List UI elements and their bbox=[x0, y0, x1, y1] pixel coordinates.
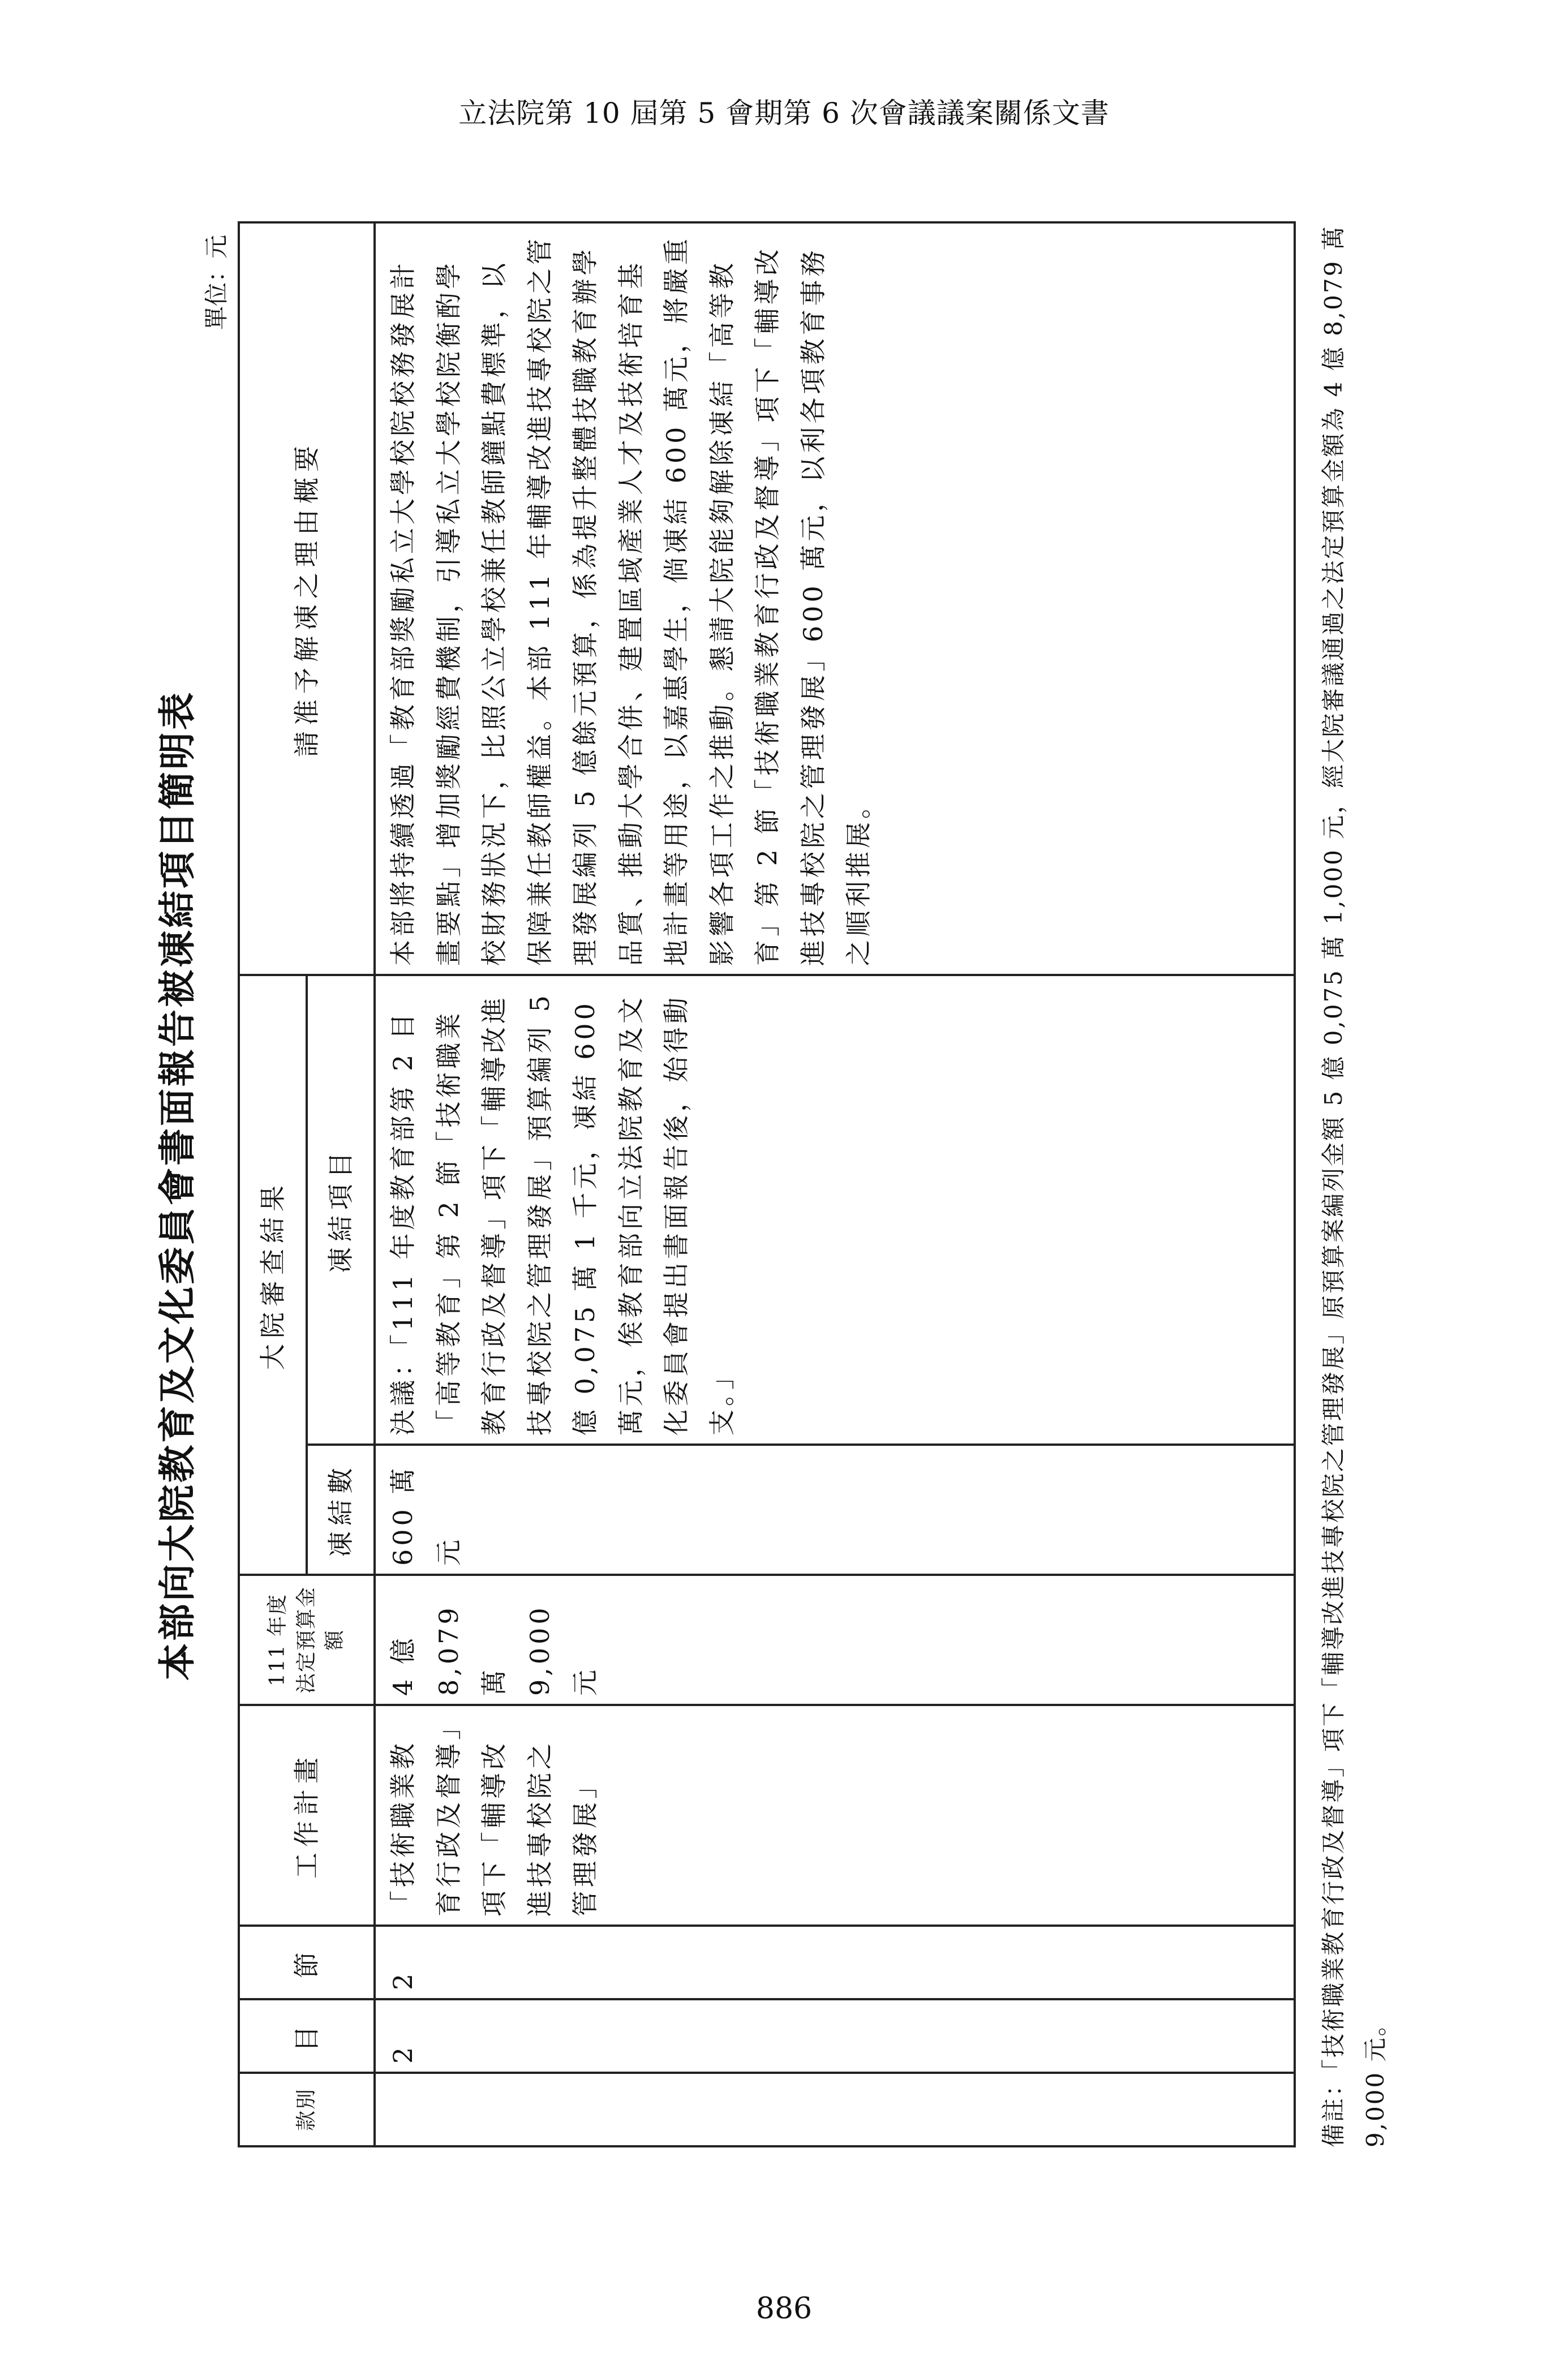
cell-jie: 2 bbox=[375, 1926, 1295, 1999]
cell-budget: 4 億 8,079 萬 9,000 元 bbox=[375, 1575, 1295, 1705]
rotated-table-region bbox=[155, 224, 1389, 2147]
table-row bbox=[375, 222, 1295, 2146]
header-mu: 目 bbox=[239, 1999, 375, 2073]
header-budget: 111 年度法定預算金額 bbox=[239, 1575, 375, 1705]
header-reason: 請准予解凍之理由概要 bbox=[239, 222, 375, 975]
unit-label: 單位：元 bbox=[203, 235, 230, 330]
page-number: 886 bbox=[755, 2292, 813, 2326]
header-kuan: 款別 bbox=[239, 2073, 375, 2146]
footnote: 備註：「技術職業教育行政及督導」項下「輔導改進技專校院之管理發展」原預算案編列金額 5 億 0,075 萬 1,000 元，經大院審議通過之法定預算金額為 4 億 8,079 萬 9,000 元。 bbox=[1320, 225, 1389, 2147]
cell-frozen-item: 決議：「111 年度教育部第 2 目「高等教育」第 2 節「技術職業教育行政及督導」項下「輔導改進技專校院之管理發展」預算編列 5 億 0,075 萬 1 千元，凍結 600 萬元，俟教育部向立法院教育及文化委員會提出書面報告後，始得動支。」 bbox=[375, 975, 1295, 1445]
cell-reason: 本部將持續透過「教育部獎勵私立大學校院校務發展計畫要點」增加獎勵經費機制，引導私立大學校院衡酌學校財務狀況下，比照公立學校兼任教師鐘點費標準，以保障兼任教師權益。本部 111 年輔導改進技專校院之管理發展編列 5 億餘元預算，係為提升整體技職教育辦學品質、推動大學合併、建置區域產業人才及技術培育基地計畫等用途，以嘉惠學生，倘凍結 600 萬元，將嚴重影響各項工作之推動。懇請大院能夠解除凍結「高等教育」第 2 節「技術職業教育行政及督導」項下「輔導改進技專校院之管理發展」600 萬元，以利各項教育事務之順利推展。 bbox=[375, 222, 1295, 975]
cell-kuan bbox=[375, 2073, 1295, 2146]
header-frozen-amount: 凍結數 bbox=[307, 1445, 375, 1575]
document-header: 立法院第 10 屆第 5 會期第 6 次會議議案關係文書 bbox=[458, 97, 1110, 130]
header-plan: 工作計畫 bbox=[239, 1705, 375, 1926]
header-frozen-item: 凍結項目 bbox=[307, 975, 375, 1445]
frozen-items-table bbox=[238, 221, 1296, 2147]
table-title: 本部向大院教育及文化委員會書面報告被凍結項目簡明表 bbox=[155, 690, 199, 1681]
cell-frozen-amount: 600 萬元 bbox=[375, 1445, 1295, 1575]
header-jie: 節 bbox=[239, 1926, 375, 1999]
cell-mu: 2 bbox=[375, 1999, 1295, 2073]
header-review: 大院審查結果 bbox=[239, 975, 307, 1575]
cell-plan: 「技術職業教育行政及督導」項下「輔導改進技專校院之管理發展」 bbox=[375, 1705, 1295, 1926]
